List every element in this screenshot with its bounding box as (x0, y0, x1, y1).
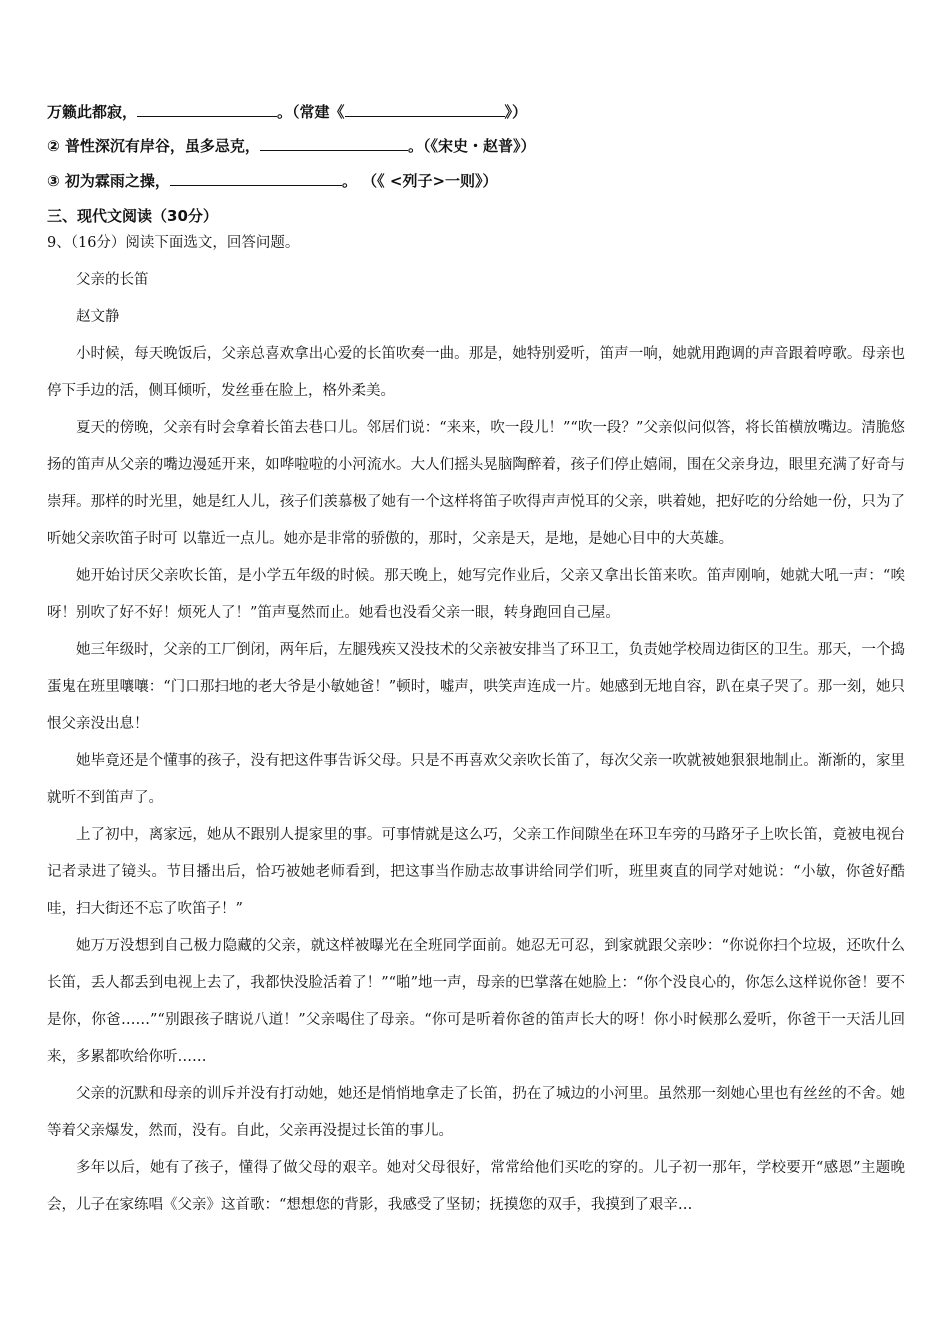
passage-paragraph: 她三年级时，父亲的工厂倒闭，两年后，左腿残疾又没技术的父亲被安排当了环卫工，负责她学校周边街区的卫生。那天，一个捣蛋鬼在班里嚷嚷：“门口那扫地的老大爷是小敏她爸！”顿时，嘘声，哄笑声连成一片。她感到无地自容，趴在桌子哭了。那一刻，她只恨父亲没出息！ (47, 642, 905, 732)
passage-author: 赵文静 (76, 309, 120, 325)
answer-blank-2[interactable] (260, 135, 408, 151)
fill-blank-2-source: 。（《宋史・赵普》） (407, 137, 536, 155)
fill-blank-1-prompt: 万籁此都寂， (47, 103, 138, 121)
passage-paragraph: 父亲的沉默和母亲的训斥并没有打动她，她还是悄悄地拿走了长笛，扔在了城边的小河里。虽然那一刻她心里也有丝丝的不舍。她等着父亲爆发，然而，没有。自此，父亲再没提过长笛的事儿。 (47, 1086, 905, 1139)
fill-blank-3-source: 。 （《 <列子>一则》） (341, 172, 498, 190)
fill-blank-line-1 (47, 101, 527, 122)
passage-paragraph: 上了初中，离家远，她从不跟别人提家里的事。可事情就是这么巧，父亲工作间隙坐在环卫车旁的马路牙子上吹长笛，竟被电视台记者录进了镜头。节目播出后，恰巧被她老师看到，把这事当作励志故事讲给同学们听，班里爽直的同学对她说：“小敏，你爸好酷哇，扫大街还不忘了吹笛子！” (47, 827, 905, 917)
fill-blank-line-3 (47, 170, 498, 191)
fill-blank-1-source-end: 》） (504, 103, 528, 121)
question-prompt: 9、（16分）阅读下面选文，回答问题。 (47, 235, 300, 251)
passage-paragraph: 小时候，每天晚饭后，父亲总喜欢拿出心爱的长笛吹奏一曲。那是，她特别爱听，笛声一响，她就用跑调的声音跟着哼歌。母亲也停下手边的活，侧耳倾听，发丝垂在脸上，格外柔美。 (47, 346, 905, 399)
reading-passage (47, 262, 905, 1224)
passage-title: 父亲的长笛 (76, 272, 149, 288)
passage-paragraph: 她毕竟还是个懂事的孩子，没有把这件事告诉父母。只是不再喜欢父亲吹长笛了，每次父亲一吹就被她狠狠地制止。渐渐的，家里就听不到笛声了。 (47, 753, 905, 806)
passage-paragraph: 她开始讨厌父亲吹长笛，是小学五年级的时候。那天晚上，她写完作业后，父亲又拿出长笛来吹。笛声刚响，她就大吼一声：“唉呀！别吹了好不好！烦死人了！”笛声戛然而止。她看也没看父亲一眼，转身跑回自己屋。 (47, 568, 905, 621)
answer-blank-3[interactable] (170, 170, 342, 186)
fill-blank-3-prompt: ③ 初为霖雨之操， (47, 172, 170, 190)
fill-blank-1-source: 。（常建《 (277, 103, 345, 121)
answer-blank-1b[interactable] (345, 101, 505, 117)
passage-paragraph: 她万万没想到自己极力隐藏的父亲，就这样被曝光在全班同学面前。她忍无可忍，到家就跟父亲吵：“你说你扫个垃圾，还吹什么长笛，丢人都丢到电视上去了，我都快没脸活着了！”“啪”地一声，母亲的巴掌落在她脸上：“你个没良心的，你怎么这样说你爸！要不是你，你爸……”“别跟孩子瞎说八道！”父亲喝住了母亲。“你可是听着你爸的笛声长大的呀！你小时候那么爱听，你爸干一天活儿回来，多累都吹给你听…… (47, 938, 905, 1065)
fill-blank-2-prompt: ② 普性深沉有岸谷，虽多忌克， (47, 137, 260, 155)
fill-blank-line-2 (47, 135, 535, 156)
passage-paragraph: 夏天的傍晚，父亲有时会拿着长笛去巷口儿。邻居们说：“来来，吹一段儿！”“吹一段？”父亲似问似答，将长笛横放嘴边。清脆悠扬的笛声从父亲的嘴边漫延开来，如哗啦啦的小河流水。大人们摇头晃脑陶醉着，孩子们停止嬉闹，围在父亲身边，眼里充满了好奇与崇拜。那样的时光里，她是红人儿，孩子们羡慕极了她有一个这样将笛子吹得声声悦耳的父亲，哄着她，把好吃的分给她一份，只为了听她父亲吹笛子时可 以靠近一点儿。她亦是非常的骄傲的，那时，父亲是天，是地，是她心目中的大英雄。 (47, 420, 905, 547)
passage-paragraph: 多年以后，她有了孩子，懂得了做父母的艰辛。她对父母很好，常常给他们买吃的穿的。儿子初一那年，学校要开“感恩”主题晚会，儿子在家练唱《父亲》这首歌：“想想您的背影，我感受了坚韧；抚摸您的双手，我摸到了艰辛… (47, 1160, 905, 1213)
section-title: 三、现代文阅读（30分） (47, 207, 218, 225)
answer-blank-1[interactable] (137, 101, 277, 117)
